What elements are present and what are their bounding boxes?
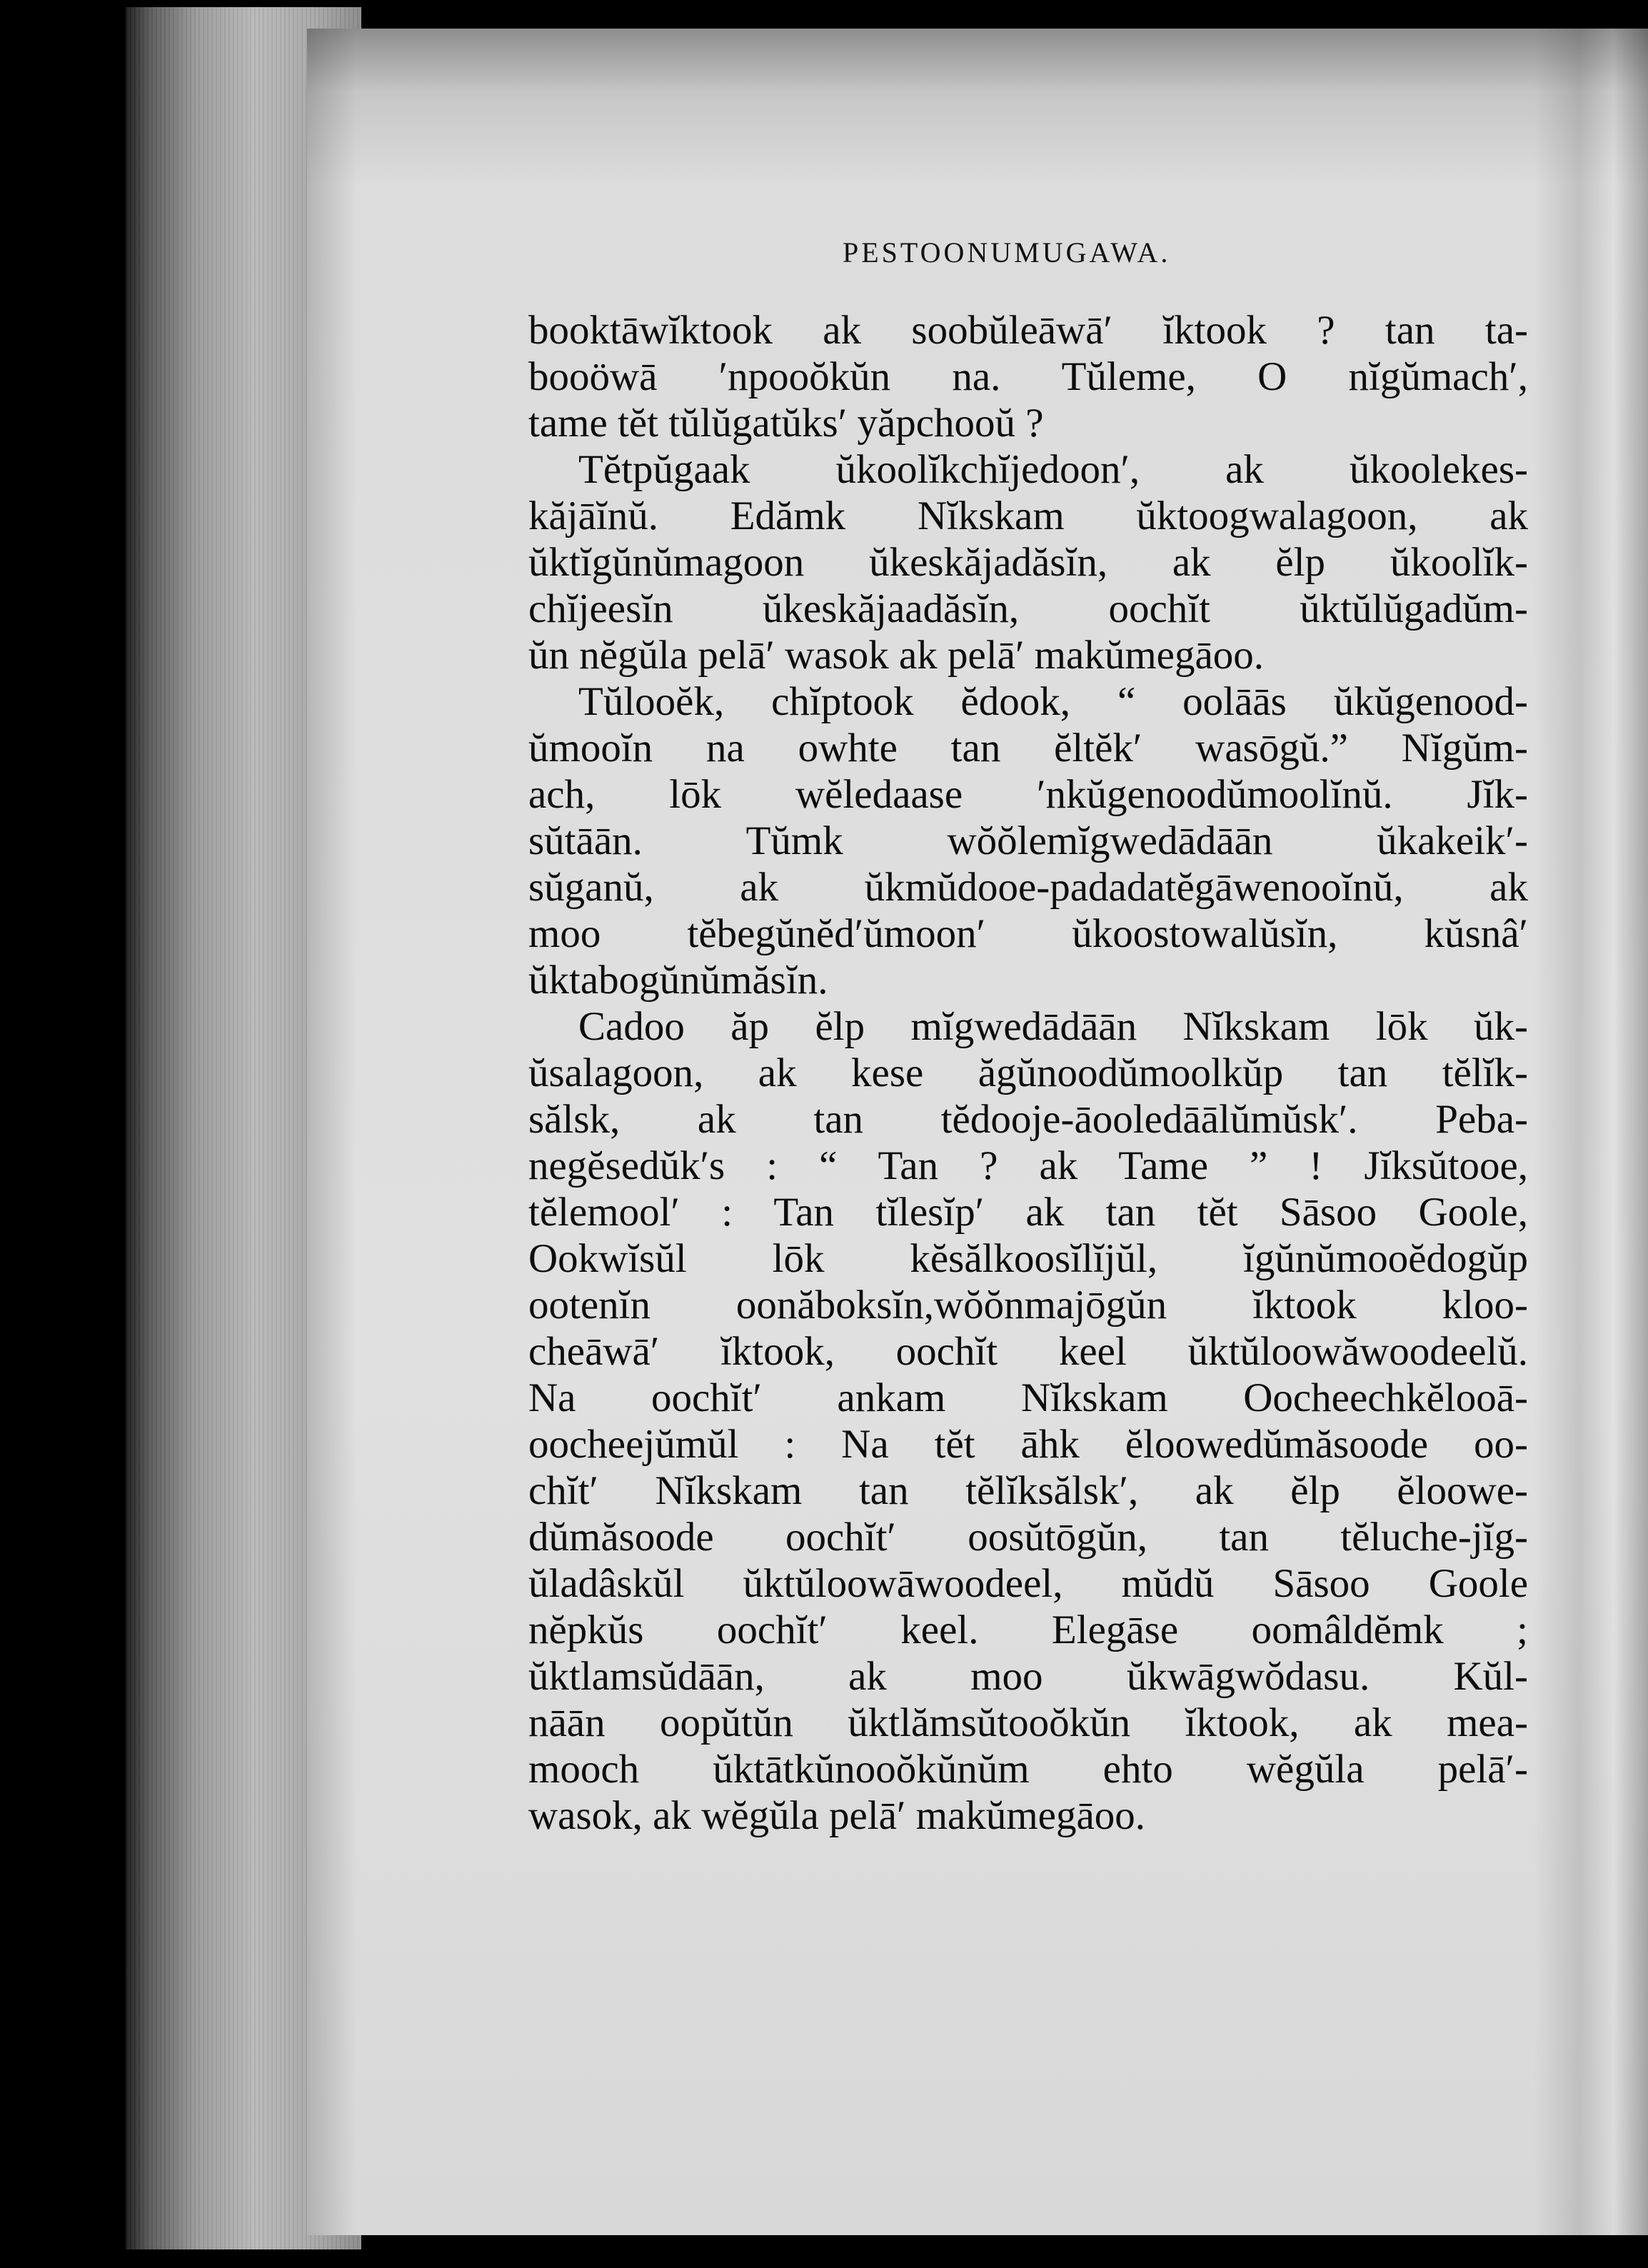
- text-line: booktāwĭktook ak soobŭleāwā′ ĭktook ? tan ta-: [528, 308, 1528, 353]
- text-line: booöwā ′npooŏkŭn na. Tŭleme, O nĭgŭmach′,: [528, 354, 1528, 399]
- text-line: cheāwā′ ĭktook, oochĭt keel ŭktŭloowăwoodeelŭ.: [528, 1329, 1528, 1374]
- text-line: ŭktabogŭnŭmăsĭn.: [528, 958, 828, 1003]
- text-line: ach, lōk wĕledaase ′nkŭgenoodŭmoolĭnŭ. Jĭk-: [528, 772, 1528, 817]
- text-line: tĕlemool′ : Tan tĭlesĭp′ ak tan tĕt Sāsoo Goole,: [528, 1190, 1528, 1235]
- text-line: Tĕtpŭgaak ŭkoolĭkchĭjedoon′, ak ŭkoolekes-: [578, 447, 1528, 492]
- text-line: nĕpkŭs oochĭt′ keel. Elegāse oomâldĕmk ;: [528, 1607, 1528, 1652]
- text-line: Na oochĭt′ ankam Nĭkskam Oocheechkĕlooā-: [528, 1375, 1528, 1420]
- text-line: dŭmăsoode oochĭt′ oosŭtōgŭn, tan tĕluche-jĭg-: [528, 1515, 1528, 1560]
- text-line: negĕsedŭk′s : “ Tan ? ak Tame ” ! Jĭksŭtooe,: [528, 1143, 1528, 1188]
- running-head: PESTOONUMUGAWA.: [843, 236, 1171, 269]
- text-line: sălsk, ak tan tĕdooje-āooledāālŭmŭsk′. Peba-: [528, 1097, 1528, 1142]
- text-line: kăjāĭnŭ. Edămk Nĭkskam ŭktoogwalagoon, ak: [528, 493, 1528, 538]
- text-line: Tŭlooĕk, chĭptook ĕdook, “ oolāās ŭkŭgenood-: [578, 679, 1528, 724]
- text-line: oocheejŭmŭl : Na tĕt āhk ĕloowedŭmăsoode oo-: [528, 1422, 1528, 1467]
- text-line: chĭjeesĭn ŭkeskăjaadăsĭn, oochĭt ŭktŭlŭgadŭm-: [528, 586, 1528, 631]
- gutter-shadow: [307, 29, 357, 2235]
- text-line: ŭmooĭn na owhte tan ĕltĕk′ wasōgŭ.” Nĭgŭm-: [528, 726, 1528, 771]
- text-line: sŭtāān. Tŭmk wŏŏlemĭgwedādāān ŭkakeik′-: [528, 818, 1528, 863]
- text-line: ŭladâskŭl ŭktŭloowāwoodeel, mŭdŭ Sāsoo Goole: [528, 1561, 1528, 1606]
- text-line: ŭktĭgŭnŭmagoon ŭkeskăjadăsĭn, ak ĕlp ŭkoolĭk-: [528, 540, 1528, 585]
- text-line: Cadoo ăp ĕlp mĭgwedādāān Nĭkskam lōk ŭk-: [578, 1004, 1528, 1049]
- text-line: mooch ŭktātkŭnooŏkŭnŭm ehto wĕgŭla pelā′-: [528, 1747, 1528, 1792]
- text-line: moo tĕbegŭnĕd′ŭmoon′ ŭkoostowalŭsĭn, kŭsnâ′: [528, 911, 1528, 956]
- page-right-edge: [1534, 29, 1648, 2235]
- text-line: ootenĭn oonăboksĭn,wŏŏnmajōgŭn ĭktook kloo-: [528, 1283, 1528, 1328]
- body-text: [528, 307, 1528, 1839]
- text-line: ŭktlamsŭdāān, ak moo ŭkwāgwŏdasu. Kŭl-: [528, 1654, 1528, 1699]
- text-line: sŭganŭ, ak ŭkmŭdooe-padadatĕgāwenooĭnŭ, ak: [528, 865, 1528, 910]
- text-line: ŭn nĕgŭla pelā′ wasok ak pelā′ makŭmegāoo.: [528, 633, 1265, 678]
- text-line: tame tĕt tŭlŭgatŭks′ yăpchooŭ ?: [528, 401, 1044, 446]
- text-line: Ookwĭsŭl lōk kĕsălkoosĭlĭjŭl, ĭgŭnŭmooĕdogŭp: [528, 1236, 1528, 1281]
- text-line: wasok, ak wĕgŭla pelā′ makŭmegāoo.: [528, 1793, 1146, 1838]
- text-line: ŭsalagoon, ak kese ăgŭnoodŭmoolkŭp tan tĕlĭk-: [528, 1050, 1528, 1095]
- text-line: chĭt′ Nĭkskam tan tĕlĭksălsk′, ak ĕlp ĕloowe-: [528, 1468, 1528, 1513]
- text-line: nāān oopŭtŭn ŭktlămsŭtooŏkŭn ĭktook, ak mea-: [528, 1700, 1528, 1745]
